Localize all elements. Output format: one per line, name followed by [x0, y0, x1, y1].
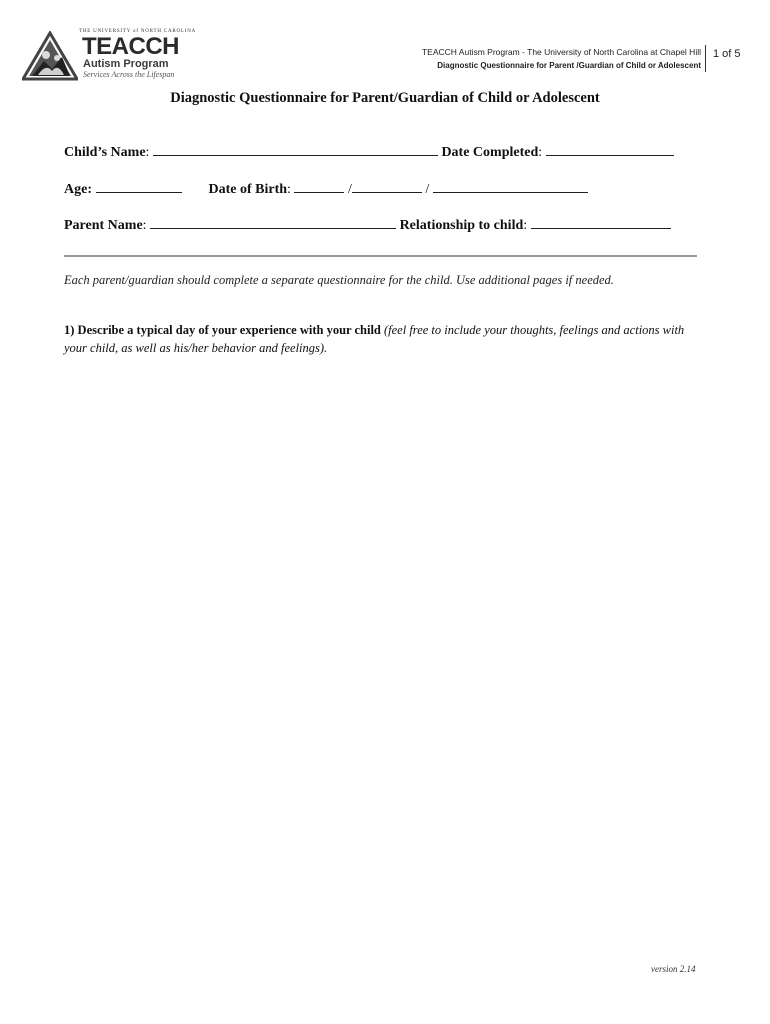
logo-tagline: Services Across the Lifespan — [83, 70, 175, 79]
date-completed-label: Date Completed — [441, 145, 539, 160]
instructions-text: Each parent/guardian should complete a separate questionnaire for the child. Use additional pages if needed. — [64, 273, 614, 287]
row-age-dob: Age: Date of Birth: / / — [64, 180, 588, 198]
logo-university-text: THE UNIVERSITY of NORTH CAROLINA — [79, 29, 197, 34]
logo-name: TEACCH — [82, 33, 179, 60]
relationship-field[interactable] — [531, 216, 671, 229]
child-name-field[interactable] — [153, 143, 438, 156]
section-divider — [64, 255, 697, 257]
dob-label: Date of Birth — [208, 182, 288, 197]
running-header — [422, 45, 701, 73]
dob-day-field[interactable] — [352, 180, 422, 193]
version-label: version 2.14 — [651, 964, 696, 974]
date-completed-field[interactable] — [546, 143, 674, 156]
question-1 — [64, 321, 704, 357]
parent-name-label: Parent Name — [64, 218, 143, 233]
age-label: Age: — [64, 182, 92, 197]
teacch-triangle-icon — [22, 31, 78, 81]
row-parent-name: Parent Name: Relationship to child: — [64, 216, 671, 234]
page-title: Diagnostic Questionnaire for Parent/Guardian of Child or Adolescent — [170, 90, 600, 106]
question-1-prompt: 1) Describe a typical day of your experience with your child — [64, 323, 381, 337]
logo-program: Autism Program — [83, 58, 169, 70]
page-number: 1 of 5 — [713, 48, 741, 60]
age-field[interactable] — [96, 180, 182, 193]
dob-year-field[interactable] — [433, 180, 588, 193]
child-name-label: Child’s Name — [64, 145, 146, 160]
dob-month-field[interactable] — [294, 180, 344, 193]
parent-name-field[interactable] — [150, 216, 396, 229]
row-child-name: Child’s Name: Date Completed: — [64, 143, 674, 161]
question-1-answer-area[interactable] — [64, 370, 704, 950]
header-line-1: TEACCH Autism Program - The University of North Carolina at Chapel Hill — [421, 47, 701, 57]
question-1-hint: (feel free to include your thoughts, feelings and actions with your child, as well as his/her behavior and feelings). — [64, 323, 685, 355]
header-separator — [705, 45, 706, 72]
header-line-2: Diagnostic Questionnaire for Parent /Guardian of Child or Adolescent — [437, 61, 701, 70]
teacch-logo — [22, 29, 197, 81]
relationship-label: Relationship to child — [399, 218, 524, 233]
instructions — [64, 271, 704, 289]
